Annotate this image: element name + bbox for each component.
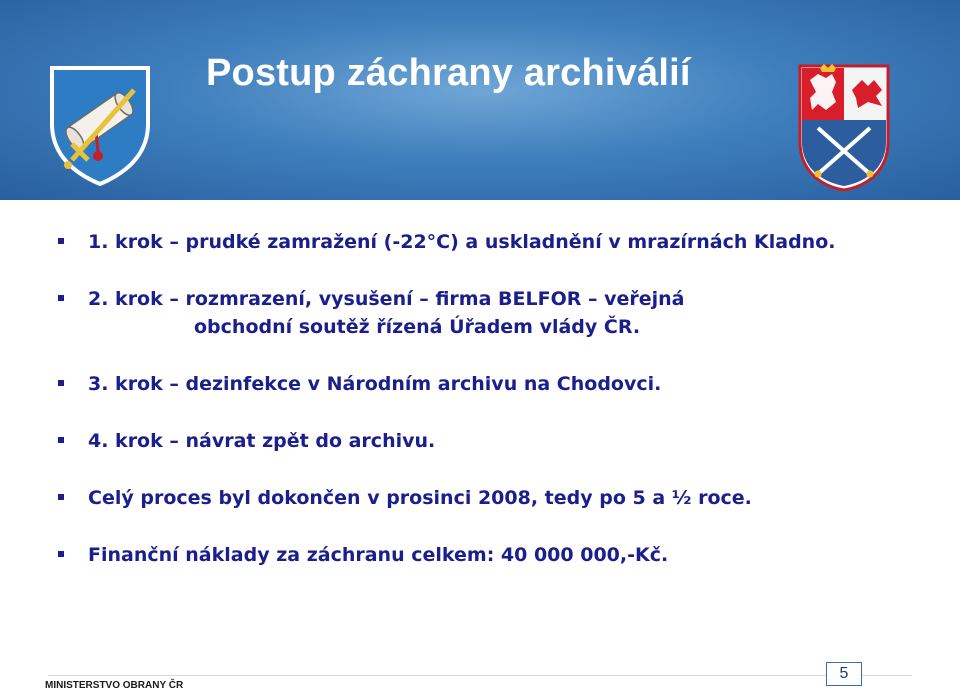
archive-coat-of-arms-icon <box>48 64 152 186</box>
footer-label: MINISTERSTVO OBRANY ČR <box>45 680 184 691</box>
bullet-text: Celý proces byl dokončen v prosinci 2008, tedy po 5 a ½ roce. <box>88 487 752 509</box>
bullet-marker <box>58 494 64 500</box>
bullet-text: 2. krok – rozmrazení, vysušení – firma BELFOR – veřejná <box>88 288 685 310</box>
bullet-text: 3. krok – dezinfekce v Národním archivu na Chodovci. <box>88 373 662 395</box>
bullet-text: 4. krok – návrat zpět do archivu. <box>88 430 436 452</box>
bullet-marker <box>58 295 64 301</box>
bullet-text-continuation: obchodní soutěž řízená Úřadem vlády ČR. <box>194 316 641 338</box>
bullet-marker <box>58 380 64 386</box>
page-number: 5 <box>826 662 862 686</box>
slide-title: Postup záchrany archiválií <box>206 52 691 94</box>
bullet-text: 1. krok – prudké zamražení (-22°C) a uskladnění v mrazírnách Kladno. <box>88 231 836 253</box>
footer-divider <box>48 675 912 676</box>
bullet-marker <box>58 437 64 443</box>
bullet-marker <box>58 238 64 244</box>
bullet-text: Finanční náklady za záchranu celkem: 40 000 000,-Kč. <box>88 544 669 566</box>
army-coat-of-arms-icon <box>796 62 892 192</box>
bullet-marker <box>58 551 64 557</box>
